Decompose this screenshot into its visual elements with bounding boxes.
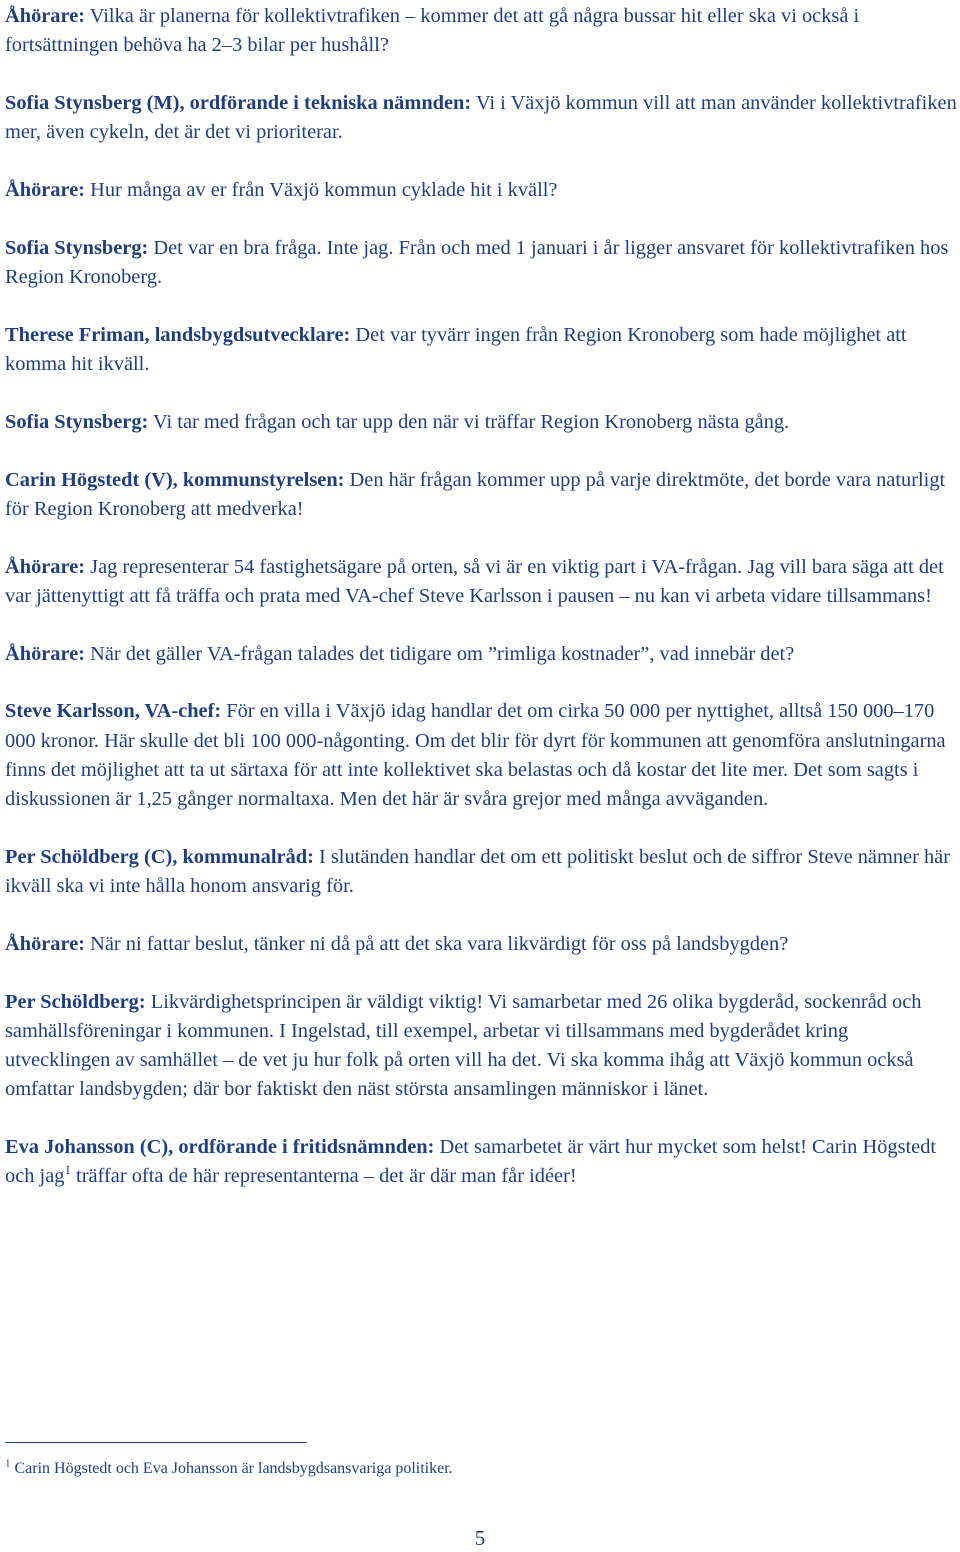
paragraph-text: träffar ofta de här representanterna – det är där man får idéer! [70,1165,577,1188]
paragraph-text: Den här frågan kommer upp på varje direktmöte, det borde vara naturligt för Region Kronoberg att medverka! [5,468,946,520]
transcript-paragraph [5,466,957,524]
speaker-name: Åhörare: [5,5,86,27]
transcript-paragraph [5,930,957,959]
paragraph-text: När det gäller VA-frågan talades det tidigare om ”rimliga kostnader”, vad innebär det? [85,642,795,665]
transcript-paragraph [5,553,957,611]
transcript-body [5,2,957,1220]
transcript-paragraph [5,2,957,60]
speaker-name: Sofia Stynsberg (M), ordförande i tekniska nämnden: [5,92,472,114]
page-number: 5 [474,1526,486,1550]
transcript-paragraph [5,89,957,147]
speaker-name: Eva Johansson (C), ordförande i fritidsnämnden: [5,1136,435,1158]
speaker-name: Åhörare: [5,555,86,578]
paragraph-text: Vi i Växjö kommun vill att man använder kollektivtrafiken mer, även cykeln, det är det vi prioriterar. [5,92,957,144]
paragraph-text: I slutänden handlar det om ett politiskt beslut och de siffror Steve nämner här ikväll ska vi inte hålla honom ansvarig för. [5,845,950,897]
paragraph-text: Vilka är planerna för kollektivtrafiken – kommer det att gå några bussar hit eller ska vi också i fortsättningen behöva ha 2–3 bilar per hushåll? [5,5,860,57]
paragraph-text: Jag representerar 54 fastighetsägare på orten, så vi är en viktig part i VA-frågan. Jag vill bara säga att det var jättenyttigt att få träffa och prata med VA-chef Steve Karlsson i pausen – nu kan vi arbeta vidare tillsammans! [5,555,944,607]
speaker-name: Therese Friman, landsbygdsutvecklare: [5,323,351,346]
transcript-paragraph [5,843,957,901]
footnote-text: Carin Högstedt och Eva Johansson är landsbygdsansvariga politiker. [10,1460,453,1477]
transcript-paragraph [5,697,957,814]
transcript-paragraph [5,408,957,437]
transcript-paragraph [5,321,957,379]
speaker-name: Åhörare: [5,932,86,955]
speaker-name: Carin Högstedt (V), kommunstyrelsen: [5,468,345,491]
paragraph-text: Hur många av er från Växjö kommun cyklade hit i kväll? [85,179,558,201]
speaker-name: Per Schöldberg (C), kommunalråd: [5,845,314,868]
paragraph-text: Det samarbetet är värt hur mycket som helst! Carin Högstedt och jag [5,1136,937,1188]
paragraph-text: Likvärdighetsprincipen är väldigt viktig! Vi samarbetar med 26 olika bygderåd, sockenråd och samhällsföreningar i kommunen. I Ingelstad, till exempel, arbetar vi tillsammans med bygderådet kring utvecklingen av samhället – de vet ju hur folk på orten vill ha det. Vi ska komma ihåg att Växjö kommun också omfattar landsbygden; där bor faktiskt den näst största ansamlingen människor i länet. [5,990,922,1101]
footnote-reference: 1 [64,1162,71,1178]
transcript-paragraph [5,640,957,669]
transcript-paragraph [5,988,957,1105]
paragraph-text: Vi tar med frågan och tar upp den när vi träffar Region Kronoberg nästa gång. [148,410,790,433]
footnote-separator [5,1442,307,1443]
speaker-name: Steve Karlsson, VA-chef: [5,700,222,723]
paragraph-text: När ni fattar beslut, tänker ni då på att det ska vara likvärdigt för oss på landsbygden? [85,932,789,955]
speaker-name: Åhörare: [5,642,86,665]
transcript-paragraph [5,234,957,292]
footnote-number: 1 [5,1457,11,1470]
speaker-name: Sofia Stynsberg: [5,236,149,259]
speaker-name: Åhörare: [5,179,86,201]
paragraph-text: Det var tyvärr ingen från Region Kronoberg som hade möjlighet att komma hit ikväll. [5,323,907,375]
footnote [5,1458,453,1480]
paragraph-text: Det var en bra fråga. Inte jag. Från och med 1 januari i år ligger ansvaret för kollektivtrafiken hos Region Kronoberg. [5,236,949,288]
speaker-name: Per Schöldberg: [5,990,146,1013]
transcript-paragraph [5,1133,957,1191]
transcript-paragraph [5,176,957,205]
paragraph-text: För en villa i Växjö idag handlar det om cirka 50 000 per nyttighet, alltså 150 000–170 000 kronor. Här skulle det bli 100 000-någonting. Om det blir för dyrt för kommunen att genomföra anslutningarna finns det möjlighet att ta ut särtaxa för att inte kollektivet ska belastas och då kostar det lite mer. Det som sagts i diskussionen är 1,25 gånger normaltaxa. Men det här är svåra grejor med många avväganden. [5,700,946,810]
speaker-name: Sofia Stynsberg: [5,410,149,433]
